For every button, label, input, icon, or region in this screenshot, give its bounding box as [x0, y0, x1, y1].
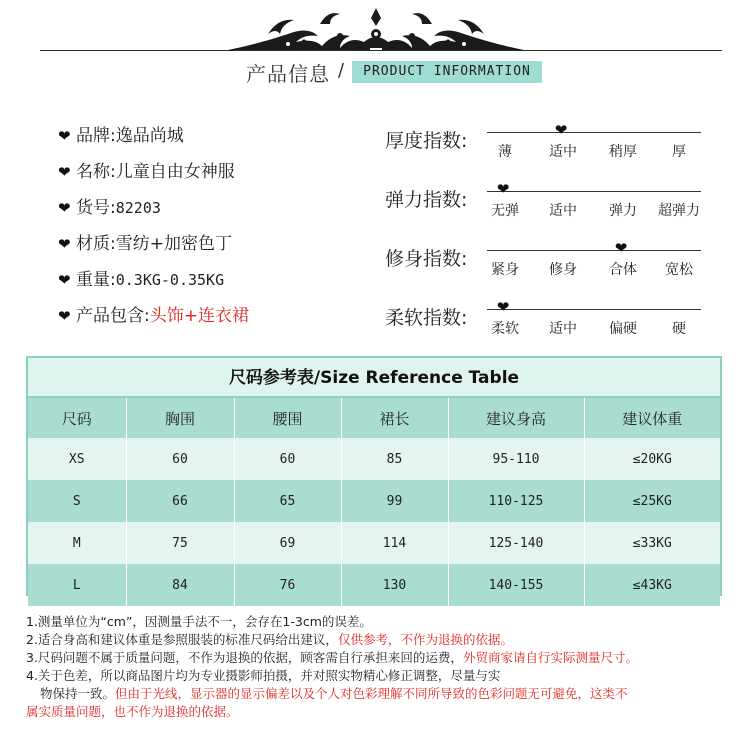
index-option: 偏硬 — [609, 321, 637, 337]
table-cell: 66 — [126, 480, 234, 522]
heart-icon: ❤ — [58, 307, 71, 325]
note-line — [26, 613, 738, 631]
section-title-cn: 产品信息 — [246, 62, 330, 86]
index-option: 超弹力 — [658, 203, 700, 219]
note-line — [26, 667, 738, 685]
note-text-highlight: 外贸商家请自行实际测量尺寸。 — [462, 650, 638, 665]
table-cell: 125-140 — [448, 522, 584, 564]
info-label: 名称: — [76, 162, 116, 182]
info-label: 产品包含: — [76, 306, 150, 326]
note-text: 物保持一致。 — [40, 686, 116, 701]
index-option: 修身 — [549, 262, 577, 278]
info-value: 雪纺+加密色丁 — [115, 234, 232, 254]
info-value: 逸品尚城 — [115, 126, 184, 146]
table-cell: 60 — [234, 438, 341, 480]
note-line — [26, 703, 738, 721]
info-value: 82203 — [115, 199, 161, 217]
notes-section — [26, 613, 738, 721]
heart-icon: ❤ — [614, 239, 628, 257]
info-item-contents — [58, 302, 249, 338]
table-cell: ≤25KG — [584, 480, 720, 522]
info-label: 重量: — [76, 270, 116, 290]
info-item-sku — [58, 194, 249, 230]
column-header: 腰围 — [234, 398, 341, 438]
info-label: 品牌: — [76, 126, 116, 146]
column-header: 胸围 — [126, 398, 234, 438]
heart-icon: ❤ — [58, 199, 71, 217]
column-header: 建议身高 — [448, 398, 584, 438]
note-text: 4.关于色差，所以商品图片均为专业摄影师拍摄，并对照实物精心修正调整，尽量与实 — [26, 668, 501, 683]
table-cell: M — [28, 522, 126, 564]
heart-icon: ❤ — [496, 180, 510, 198]
note-text: 1.测量单位为“cm”，因测量手法不一，会存在1-3cm的误差。 — [26, 614, 372, 629]
table-cell: 85 — [341, 438, 448, 480]
index-option: 适中 — [549, 321, 577, 337]
size-table-grid — [28, 398, 720, 606]
heart-icon: ❤ — [58, 127, 71, 145]
table-row — [28, 438, 720, 480]
info-item-material — [58, 230, 249, 266]
table-cell: 114 — [341, 522, 448, 564]
table-cell: 65 — [234, 480, 341, 522]
index-option: 弹力 — [609, 203, 637, 219]
heart-icon: ❤ — [58, 271, 71, 289]
info-item-name — [58, 158, 249, 194]
table-cell: 130 — [341, 564, 448, 606]
info-item-brand — [58, 122, 249, 158]
note-text-highlight: 但由于光线，显示器的显示偏差以及个人对色彩理解不同所导致的色彩问题无可避免，这类不 — [115, 686, 628, 701]
table-row — [28, 480, 720, 522]
heart-icon: ❤ — [58, 163, 71, 181]
index-option: 宽松 — [665, 262, 693, 278]
table-cell: S — [28, 480, 126, 522]
table-cell: 60 — [126, 438, 234, 480]
table-cell: 75 — [126, 522, 234, 564]
index-scale-line — [487, 309, 701, 310]
column-header: 裙长 — [341, 398, 448, 438]
table-cell: XS — [28, 438, 126, 480]
index-thickness — [385, 121, 715, 176]
index-option: 厚 — [672, 144, 686, 160]
index-option: 薄 — [498, 144, 512, 160]
info-label: 货号: — [76, 198, 116, 218]
index-scale-line — [487, 132, 701, 133]
index-option: 适中 — [549, 203, 577, 219]
size-table-title: 尺码参考表/Size Reference Table — [28, 358, 720, 398]
table-header-row — [28, 398, 720, 438]
note-text: 2.适合身高和建议体重是参照服装的标准尺码给出建议， — [26, 632, 338, 647]
index-option: 硬 — [672, 321, 686, 337]
note-line — [26, 631, 738, 649]
info-label: 材质: — [76, 234, 116, 254]
table-cell: 84 — [126, 564, 234, 606]
index-option: 柔软 — [491, 321, 519, 337]
table-cell: 110-125 — [448, 480, 584, 522]
table-row — [28, 522, 720, 564]
heart-icon: ❤ — [554, 121, 568, 139]
table-cell: 95-110 — [448, 438, 584, 480]
table-cell: 140-155 — [448, 564, 584, 606]
table-cell: 76 — [234, 564, 341, 606]
index-option: 稍厚 — [609, 144, 637, 160]
table-cell: ≤43KG — [584, 564, 720, 606]
table-cell: L — [28, 564, 126, 606]
index-fit — [385, 239, 715, 294]
index-label: 修身指数: — [385, 248, 468, 270]
index-option: 紧身 — [491, 262, 519, 278]
info-value: 0.3KG-0.35KG — [115, 271, 225, 289]
table-row — [28, 564, 720, 606]
index-label: 弹力指数: — [385, 189, 468, 211]
index-elasticity — [385, 180, 715, 235]
info-value: 儿童自由女神服 — [115, 162, 235, 182]
product-info-list — [58, 122, 249, 338]
note-text-highlight: 属实质量问题，也不作为退换的依据。 — [26, 704, 239, 719]
note-text: 3.尺码问题不属于质量问题，不作为退换的依据，顾客需自行承担来回的运费， — [26, 650, 463, 665]
table-cell: ≤20KG — [584, 438, 720, 480]
heart-icon: ❤ — [58, 235, 71, 253]
table-cell: 69 — [234, 522, 341, 564]
index-label: 厚度指数: — [385, 130, 468, 152]
index-scale-line — [487, 191, 701, 192]
note-line — [26, 649, 738, 667]
note-text-highlight: 仅供参考，不作为退换的依据。 — [337, 632, 513, 647]
index-scale-line — [487, 250, 701, 251]
header-divider — [40, 50, 722, 51]
index-option: 合体 — [609, 262, 637, 278]
index-softness — [385, 298, 715, 353]
column-header: 尺码 — [28, 398, 126, 438]
section-title-en: PRODUCT INFORMATION — [352, 61, 542, 83]
index-option: 适中 — [549, 144, 577, 160]
note-line — [26, 685, 738, 703]
info-value-highlight: 头饰+连衣裙 — [149, 306, 249, 326]
heart-icon: ❤ — [496, 298, 510, 316]
section-title-slash: / — [338, 60, 345, 81]
ornament-decoration — [228, 4, 524, 52]
table-cell: 99 — [341, 480, 448, 522]
column-header: 建议体重 — [584, 398, 720, 438]
table-cell: ≤33KG — [584, 522, 720, 564]
info-item-weight — [58, 266, 249, 302]
size-reference-table — [26, 356, 722, 596]
index-option: 无弹 — [491, 203, 519, 219]
index-label: 柔软指数: — [385, 307, 468, 329]
